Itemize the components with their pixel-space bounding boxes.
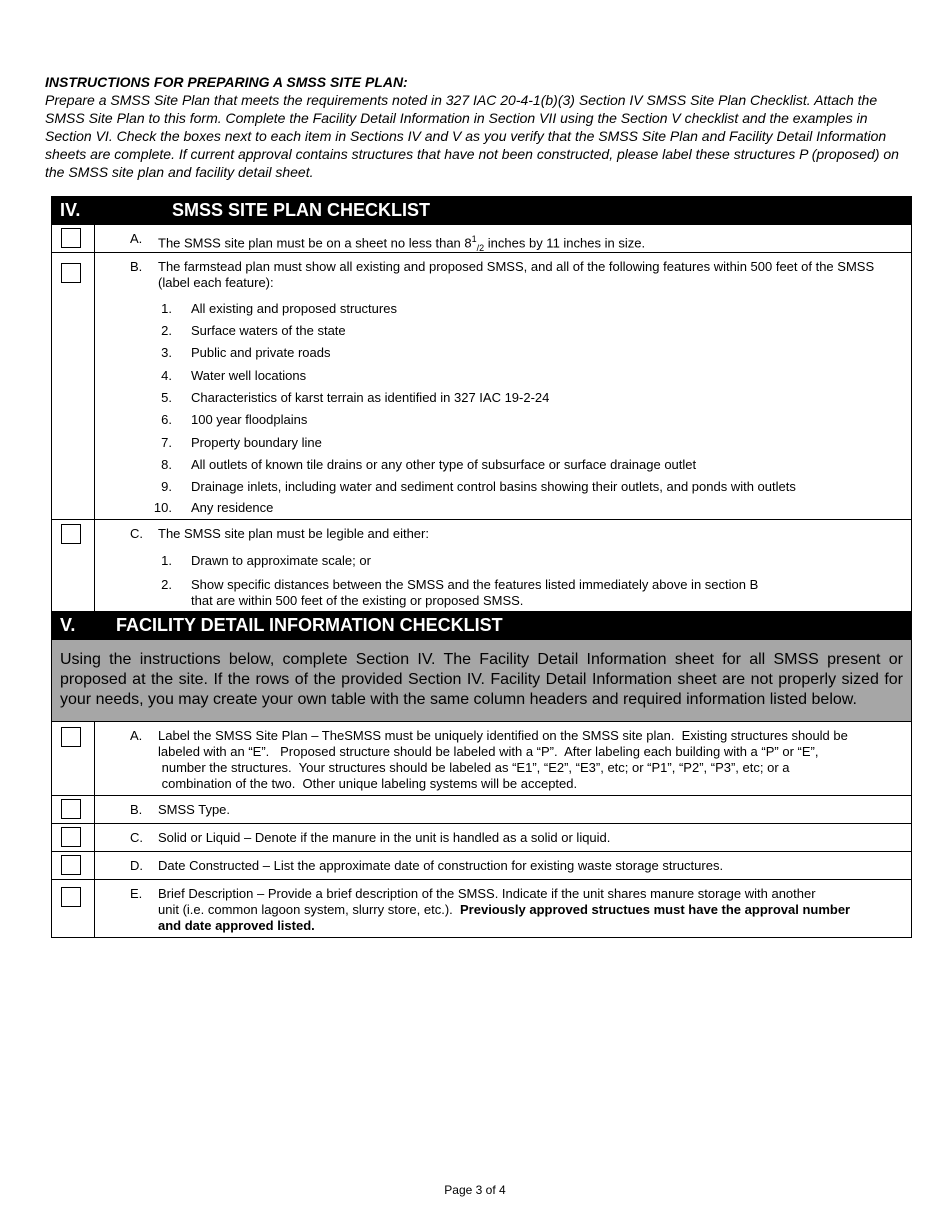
section-iv-header: [52, 196, 911, 224]
checkbox-v-e[interactable]: [61, 887, 81, 907]
checklist-row-v-b: [52, 795, 911, 823]
checklist-row-v-c: [52, 823, 911, 851]
item-text-iv-a: The SMSS site plan must be on a sheet no less than $8^1_{/2}$ inches by 11 inches in size.: [158, 234, 646, 253]
checklist-row-v-e: [52, 879, 911, 937]
section-v-title: FACILITY DETAIL INFORMATION CHECKLIST: [116, 615, 503, 635]
item-letter: B.: [130, 802, 143, 817]
instructions-heading: INSTRUCTIONS FOR PREPARING A SMSS SITE PLAN:: [45, 74, 408, 90]
checkbox-iv-b[interactable]: [61, 263, 81, 283]
checkbox-v-a[interactable]: [61, 727, 81, 747]
page-number: Page 3 of 4: [444, 1183, 506, 1197]
item-text-iv-b: The farmstead plan must show all existing and proposed SMSS, and all of the following features within 500 feet of the SMSS (label each feature):: [158, 259, 875, 290]
checklist-row-iv-a: [52, 224, 911, 252]
item-text-v-e: Brief Description – Provide a brief description of the SMSS. Indicate if the unit shares manure storage with another unit (i.e. common lagoon system, slurry store, etc.). Previously approved structues must have the approval number and date approved listed.: [158, 886, 851, 933]
checklist-row-iv-b: B. The farmstead plan must show all existing and proposed SMSS, and all of the following features within 500 feet of the SMSS (label each feature): 1. All existing and proposed structures 2. Surface waters of the state 3. Public and private roads 4. Water well locations 5. Characteristics of karst terrain as identified in 327 IAC 19-2-24 6. 100 year floodplains 7. Property boundary line 8. All outlets of known tile drains or any other type of subsurface or surface drainage outlet 9. Drainage inlets, including water and sediment control basins showing their outlets, and ponds with outlets 10. Any residence: [52, 252, 911, 519]
section-v-table: [51, 611, 912, 938]
section-v-intro: Using the instructions below, complete Section IV. The Facility Detail Information sheet for all SMSS present or proposed at the site. If the rows of the provided Section IV. Facility Detail Information sheet are not properly sized for your needs, you may create your own table with the same column headers and required information listed below.: [52, 639, 911, 721]
checkbox-iv-a[interactable]: [61, 228, 81, 248]
item-letter: B.: [130, 259, 143, 274]
item-letter: A.: [130, 728, 143, 743]
item-text-v-c: Solid or Liquid – Denote if the manure in the unit is handled as a solid or liquid.: [158, 830, 611, 845]
item-text-v-b: SMSS Type.: [158, 802, 231, 817]
section-v-number: V.: [60, 615, 76, 635]
item-text-iv-c: The SMSS site plan must be legible and either:: [158, 526, 429, 541]
item-letter: D.: [130, 858, 143, 873]
item-letter: C.: [130, 526, 143, 541]
item-letter: A.: [130, 231, 143, 246]
instructions: [45, 73, 905, 181]
checkbox-v-b[interactable]: [61, 799, 81, 819]
checklist-row-iv-c: C. The SMSS site plan must be legible and either: 1. Drawn to approximate scale; or 2. Show specific distances between the SMSS and the features listed immediately above in section B that are within 500 feet of the existing or proposed SMSS.: [52, 519, 911, 611]
instructions-body: Prepare a SMSS Site Plan that meets the requirements noted in 327 IAC 20-4-1(b)(3) Section IV SMSS Site Plan Checklist. Attach the SMSS Site Plan to this form. Complete the Facility Detail Information in Section VII using the Section V checklist and the examples in Section VI. Check the boxes next to each item in Sections IV and V as you verify that the SMSS Site Plan and Facility Detail Information sheets are complete. If current approval contains structures that have not been constructed, please label these structures P (proposed) on the SMSS site plan and facility detail sheet.: [45, 92, 899, 180]
section-iv-table: [51, 196, 912, 611]
item-letter: C.: [130, 830, 143, 845]
section-iv-number: IV.: [60, 200, 81, 220]
checkbox-v-d[interactable]: [61, 855, 81, 875]
section-iv-title: SMSS SITE PLAN CHECKLIST: [172, 200, 431, 220]
checkbox-iv-c[interactable]: [61, 524, 81, 544]
item-letter: E.: [130, 886, 143, 901]
item-text-v-d: Date Constructed – List the approximate date of construction for existing waste storage structures.: [158, 858, 724, 873]
section-v-header: [52, 611, 911, 639]
checklist-row-v-a: [52, 721, 911, 795]
checkbox-v-c[interactable]: [61, 827, 81, 847]
checklist-row-v-d: [52, 851, 911, 879]
item-text-v-a: Label the SMSS Site Plan – TheSMSS must be uniquely identified on the SMSS site plan. Existing structures should be labeled with an “E”. Proposed structure should be labeled with a “P”. After labeling each building with a “P” or “E”, number the structures. Your structures should be labeled as “E1”, “E2”, “E3”, etc; or “P1”, “P2”, “P3”, etc; or a combination of the two. Other unique labeling systems will be accepted.: [158, 728, 848, 791]
